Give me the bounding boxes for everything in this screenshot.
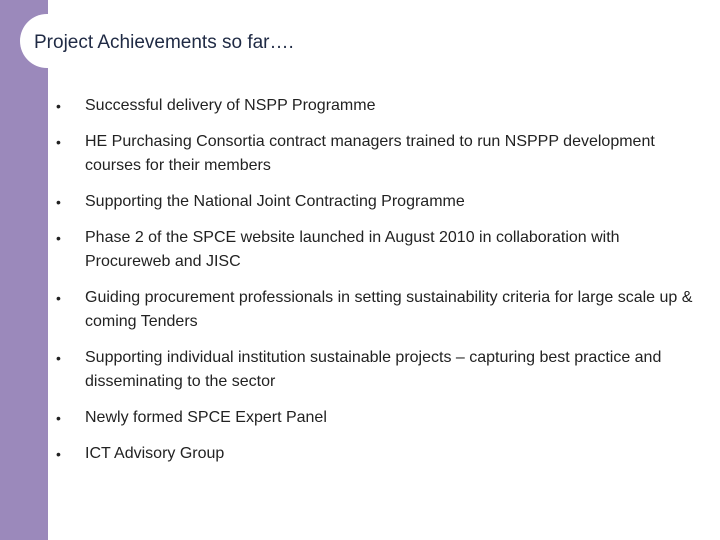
bullet-icon: • [56, 446, 61, 462]
list-item-text: Phase 2 of the SPCE website launched in August 2010 in collaboration with Procureweb and JISC [85, 229, 620, 270]
list-item-text: Successful delivery of NSPP Programme [85, 97, 376, 114]
list-item [56, 442, 708, 466]
bullet-icon: • [56, 290, 61, 306]
list-item-text: Supporting the National Joint Contracting Programme [85, 193, 465, 210]
bullet-icon: • [56, 98, 61, 114]
bullet-icon: • [56, 134, 61, 150]
bullet-icon: • [56, 350, 61, 366]
list-item [56, 406, 708, 430]
bullet-icon: • [56, 410, 61, 426]
bullet-icon: • [56, 194, 61, 210]
list-item [56, 190, 708, 214]
achievement-list [56, 94, 708, 478]
slide-title: Project Achievements so far…. [34, 32, 294, 53]
list-item-text: HE Purchasing Consortia contract managers trained to run NSPPP development courses for their members [85, 133, 655, 174]
purple-sidebar [0, 0, 48, 540]
list-item [56, 130, 708, 178]
list-item [56, 94, 708, 118]
list-item-text: Supporting individual institution sustainable projects – capturing best practice and disseminating to the sector [85, 349, 662, 390]
bullet-icon: • [56, 230, 61, 246]
list-item-text: Newly formed SPCE Expert Panel [85, 409, 327, 426]
list-item-text: ICT Advisory Group [85, 445, 225, 462]
list-item [56, 286, 708, 334]
list-item [56, 346, 708, 394]
list-item [56, 226, 708, 274]
list-item-text: Guiding procurement professionals in setting sustainability criteria for large scale up & coming Tenders [85, 289, 693, 330]
